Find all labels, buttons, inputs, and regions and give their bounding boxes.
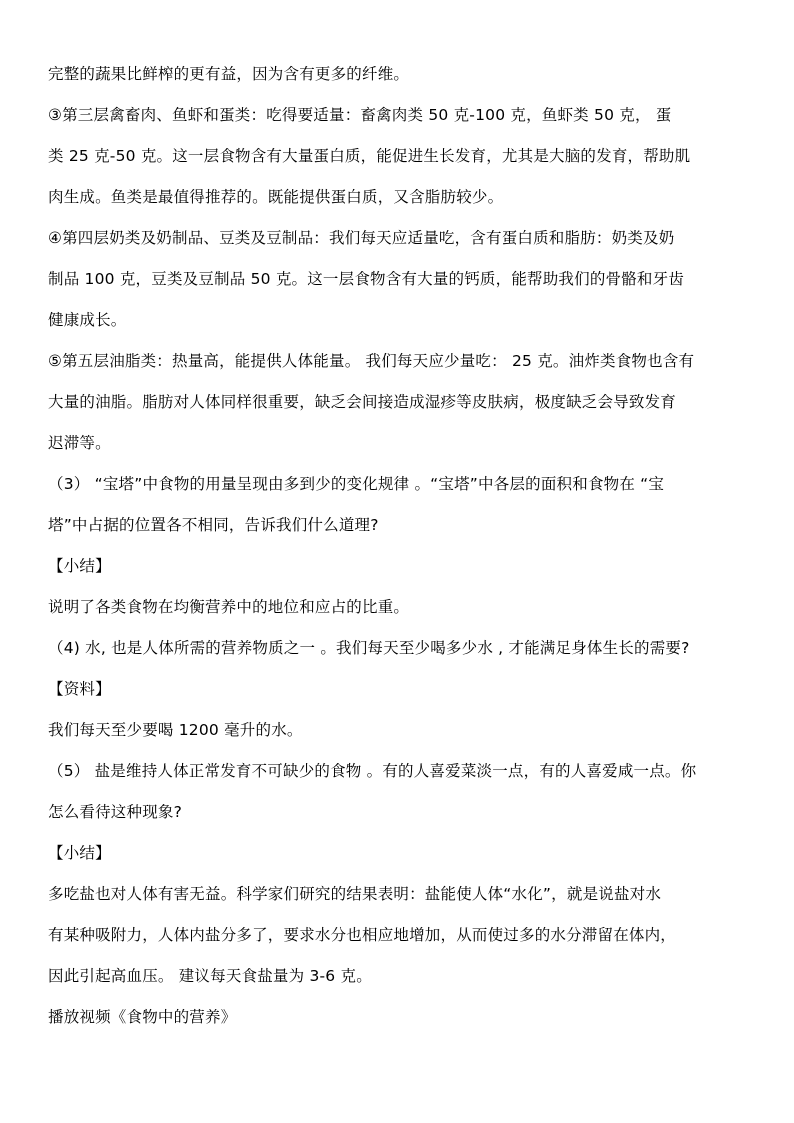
text-line: 多吃盐也对人体有害无益。科学家们研究的结果表明：盐能使人体“水化”，就是说盐对水 <box>48 885 662 903</box>
text-line: （3） “宝塔”中食物的用量呈现由多到少的变化规律 。“宝塔”中各层的面积和食物在 “宝 <box>48 475 665 493</box>
text-line: ④第四层奶类及奶制品、豆类及豆制品：我们每天应适量吃，含有蛋白质和脂肪：奶类及奶 <box>48 229 675 247</box>
text-line: 塔”中占据的位置各不相同，告诉我们什么道理? <box>48 516 379 534</box>
section-heading: 【资料】 <box>48 680 111 698</box>
text-line: 制品 100 克，豆类及豆制品 50 克。这一层食物含有大量的钙质，能帮助我们的骨骼和牙齿 <box>48 270 685 288</box>
text-line: 类 25 克-50 克。这一层食物含有大量蛋白质，能促进生长发育，尤其是大脑的发育，帮助肌 <box>48 147 691 165</box>
text-line: （5） 盐是维持人体正常发育不可缺少的食物 。有的人喜爱菜淡一点，有的人喜爱咸一点。你 <box>48 762 697 780</box>
text-line: 说明了各类食物在均衡营养中的地位和应占的比重。 <box>48 598 410 616</box>
text-line: 健康成长。 <box>48 311 127 329</box>
document-page <box>48 54 748 1038</box>
text-line: 肉生成。鱼类是最值得推荐的。既能提供蛋白质，又含脂肪较少。 <box>48 188 504 206</box>
text-line: （4) 水, 也是人体所需的营养物质之一 。我们每天至少喝多少水 , 才能满足身体生长的需要? <box>48 639 690 657</box>
text-line: 大量的油脂。脂肪对人体同样很重要，缺乏会间接造成湿疹等皮肤病，极度缺乏会导致发育 <box>48 393 677 411</box>
text-line: ⑤第五层油脂类：热量高，能提供人体能量。 我们每天应少量吃： 25 克。油炸类食物也含有 <box>48 352 695 370</box>
text-line: 迟滞等。 <box>48 434 111 452</box>
text-line: ③第三层禽畜肉、鱼虾和蛋类：吃得要适量：畜禽肉类 50 克-100 克，鱼虾类 50 克， 蛋 <box>48 106 672 124</box>
text-line: 播放视频《食物中的营养》 <box>48 1008 237 1026</box>
text-line: 完整的蔬果比鲜榨的更有益，因为含有更多的纤维。 <box>48 65 410 83</box>
text-line: 因此引起高血压。 建议每天食盐量为 3-6 克。 <box>48 967 372 985</box>
section-heading: 【小结】 <box>48 844 111 862</box>
section-heading: 【小结】 <box>48 557 111 575</box>
text-line: 我们每天至少要喝 1200 毫升的水。 <box>48 721 303 739</box>
text-line: 怎么看待这种现象? <box>48 803 183 821</box>
text-line: 有某种吸附力，人体内盐分多了，要求水分也相应地增加，从而使过多的水分滞留在体内， <box>48 926 677 944</box>
